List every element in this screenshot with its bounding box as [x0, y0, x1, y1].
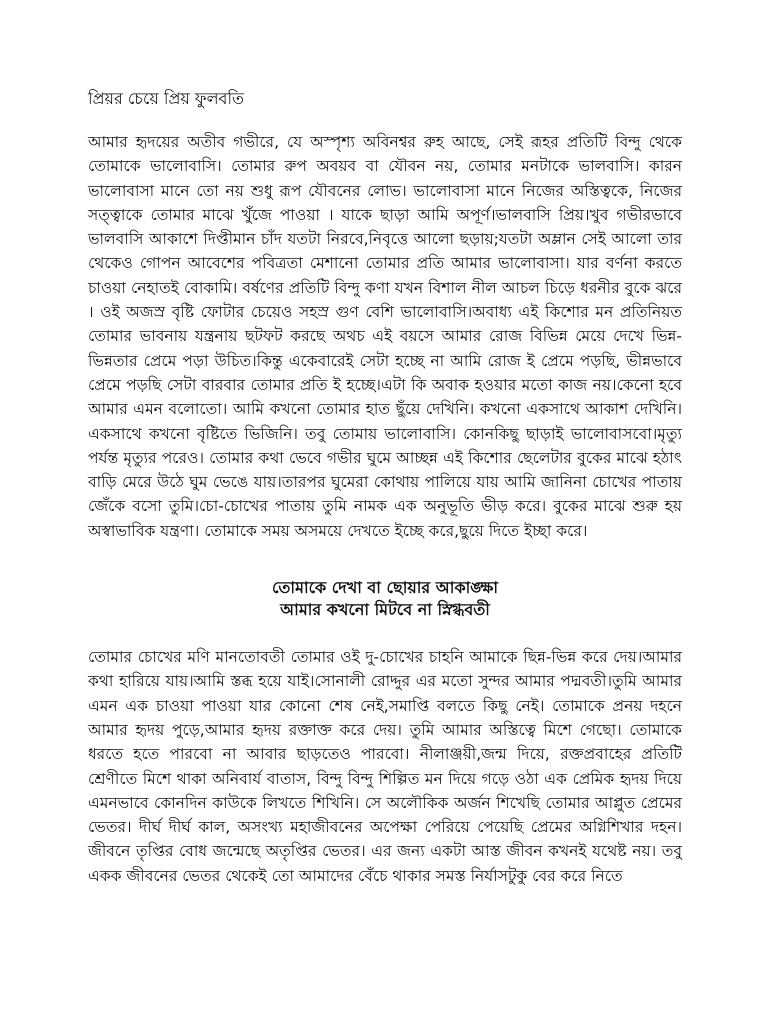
- document-title: প্রিয়র চেয়ে প্রিয় ফুলবতি: [88, 89, 245, 108]
- paragraph-2: তোমার চোখের মণি মানতোবতী তোমার ওই দু-চোখের চাহনি আমাকে ছিন্ন-ভিন্ন করে দেয়।আমার কথা হারিয়ে যায়।আমি স্তব্ধ হয়ে যাই।সোনালী রোদ্দুর এর মতো সুন্দর আমার পদ্মবতী।তুমি আমার এমন এক চাওয়া পাওয়া যার কোনো শেষ নেই,সমাপ্তি বলতে কিছু নেই। তোমাকে প্রনয় দহনে আমার হৃদয় পুড়ে,আমার হৃদয় রক্তাক্ত করে দেয়। তুমি আমার অস্তিত্বে মিশে গেছো। তোমাকে ধরতে হতে পারবো না আবার ছাড়তেও পারবো। নীলাঞ্জয়ী,জন্ম দিয়ে, রক্তপ্রবাহের প্রতিটি শ্রেণীতে মিশে থাকা অনিবার্য বাতাস, বিন্দু বিন্দু শিল্পিত মন দিয়ে গড়ে ওঠা এক প্রেমিক হৃদয় দিয়ে এমনভাবে কোনদিন কাউকে লিখতে শিখিনি। সে অলৌকিক অর্জন শিখেছি তোমার আপ্লুত প্রেমের ভেতর। দীর্ঘ দীর্ঘ কাল, অসংখ্য মহাজীবনের অপেক্ষা পেরিয়ে পেয়েছি প্রেমের অগ্নিশিখার দহন। জীবনে তৃপ্তির বোধ জন্মেছে অতৃপ্তির ভেতর। এর জন্য একটা আস্ত জীবন কখনই যথেষ্ট নয়। তবু একক জীবনের ভেতর থেকেই তো আমাদের বেঁচে থাকার সমস্ত নির্যাসটুকু বের করে নিতে: [88, 648, 682, 885]
- paragraph-1: আমার হৃদয়ের অতীব গভীরে, যে অস্পৃশ্য অবিনশ্বর রুহ আছে, সেই রূহর প্রতিটি বিন্দু থেকে তোমাকে ভালোবাসি। তোমার রুপ অবয়ব বা যৌবন নয়, তোমার মনটাকে ভালবাসি। কারন ভালোবাসা মানে তো নয় শুধু রূপ যৌবনের লোভ। ভালোবাসা মানে নিজের অস্তিত্বকে, নিজের সত্ত্বাকে তোমার মাঝে খুঁজে পাওয়া । যাকে ছাড়া আমি অপূর্ণ।ভালবাসি প্রিয়।খুব গভীরভাবে ভালবাসি আকাশে দিপ্তীমান চাঁদ যতটা নিরবে,নিবৃত্তে আলো ছড়ায়;যতটা অম্লান সেই আলো তার থেকেও গোপন আবেশের পবিত্রতা মেশানো তোমার প্রতি আমার ভালোবাসা। যার বর্ণনা করতে চাওয়া নেহাতই বোকামি। বর্ষণের প্রতিটি বিন্দু কণা যখন বিশাল নীল আচল চিড়ে ধরনীর বুকে ঝরে । ওই অজস্র বৃষ্টি ফোটার চেয়েও সহস্র গুণ বেশি ভালোবাসি।অবাধ্য এই কিশোর মন প্রতিনিয়ত তোমার ভাবনায় যন্ত্রনায় ছটফট করছে অথচ এই বয়সে আমার রোজ বিভিন্ন মেয়ে দেখে ভিন্ন-ভিন্নতার প্রেমে পড়া উচিত।কিন্তু একেবারেই সেটা হচ্ছে না আমি রোজ ই প্রেমে পড়ছি, ভীন্নভাবে প্রেমে পড়ছি সেটা বারবার তোমার প্রতি ই হচ্ছে।এটা কি অবাক হওয়ার মতো কাজ নয়।কেনো হবে আমার এমন বলোতো। আমি কখনো তোমার হাত ছুঁয়ে দেখিনি। কখনো একসাথে আকাশ দেখিনি। একসাথে কখনো বৃষ্টিতে ভিজিনি। তবু তোমায় ভালোবাসি। কোনকিছু ছাড়াই ভালোবাসবো।মৃত্যু পর্যন্ত মৃত্যুর পরেও। তোমার কথা ভেবে গভীর ঘুমে আচ্ছন্ন এই কিশোর ছেলেটার বুকের মাঝে হঠাৎ বাড়ি মেরে উঠে ঘুম ভেঙে যায়।তারপর ঘুমেরা কোথায় পালিয়ে যায় আমি জানিনা চোখের পাতায় জেঁকে বসো তুমি।চো-চোখের পাতায় তুমি নামক এক অনুভূতি ভীড় করে। বুকের মাঝে শুরু হয় অস্বাভাবিক যন্ত্রণা। তোমাকে সময় অসময়ে দেখতে ইচ্ছে করে,ছুয়ে দিতে ইচ্ছা করে।: [88, 133, 682, 540]
- document-page: [88, 88, 682, 888]
- section-heading: [88, 577, 682, 621]
- section-heading-line-2: আমার কখনো মিটবে না স্নিগ্ধবতী: [280, 600, 490, 620]
- section-heading-line-1: তোমাকে দেখা বা ছোয়ার আকাঙ্ক্ষা: [271, 578, 499, 598]
